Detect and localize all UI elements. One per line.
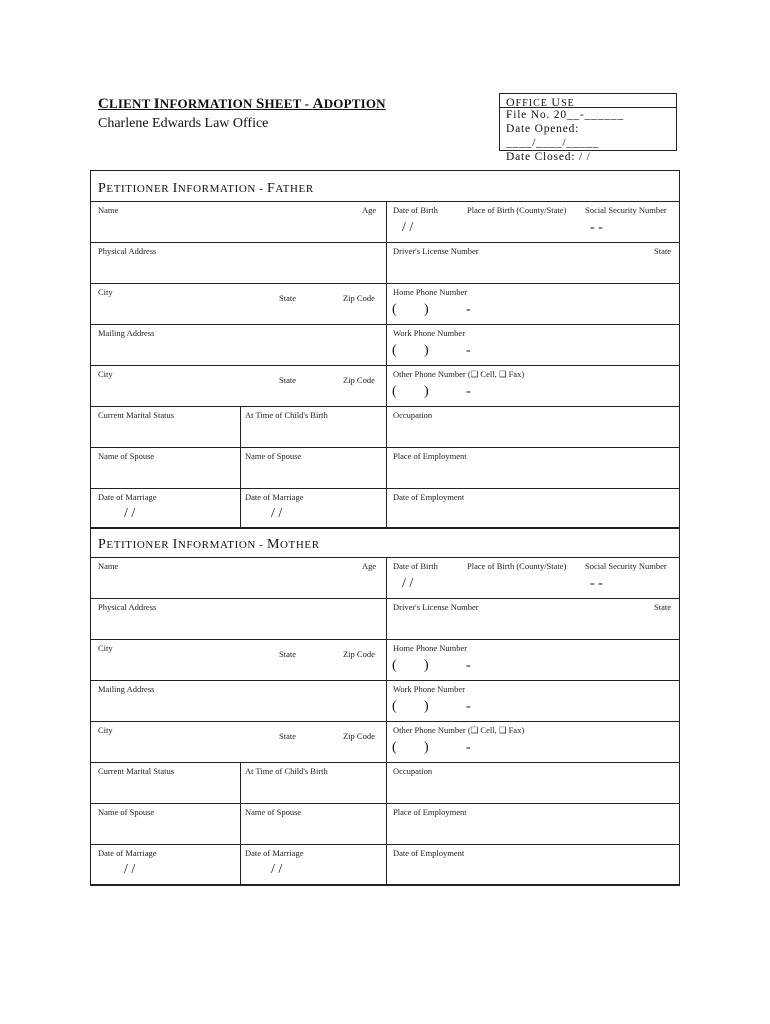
father-work-phone-field[interactable] [388,338,678,363]
father-other-phone-paren-open: ( [392,384,397,399]
father-zip-code-label: Zip Code [343,293,375,303]
document-title: CLIENT INFORMATION SHEET - ADOPTION [98,96,386,112]
father-work-phone-dash: - [466,343,471,358]
mother-place-of-birth-label: Place of Birth (County/State) [467,561,567,571]
mother-row-line [90,680,680,681]
mother-occupation-field[interactable] [388,776,678,801]
father-other-phone-label: Other Phone Number (❏ Cell, ❏ Fax) [393,369,525,379]
office-use-heading: OFFICE USE [500,94,676,108]
mother-home-phone-paren-open: ( [392,658,397,673]
mother-ssn-dashes: - - [590,576,603,591]
father-birth-ssn-field[interactable] [388,215,678,240]
father-home-phone-paren-open: ( [392,302,397,317]
mother-name-of-spouse-label: Name of Spouse [98,807,155,817]
mother-zip-code-label: Zip Code [343,649,375,659]
mother-other-phone-field[interactable] [388,735,678,760]
father-mailing-city-label: City [98,369,113,379]
mother-work-phone-field[interactable] [388,694,678,719]
mother-home-phone-field[interactable] [388,653,678,678]
father-other-phone-field[interactable] [388,379,678,404]
father-row-line [90,488,680,489]
mother-other-phone-paren-close: ) [424,740,429,755]
father-column-line [240,406,241,528]
father-mailing-address-field[interactable] [92,338,384,363]
father-row-line [90,324,680,325]
father-place-of-employment-field[interactable] [388,461,678,486]
father-work-phone-paren-open: ( [392,343,397,358]
mother-name-label: Name [98,561,119,571]
mother-section-title: PETITIONER INFORMATION - MOTHER [98,537,320,552]
mother-date-of-marriage-field[interactable] [92,858,238,883]
father-drivers-license-label: Driver's License Number [393,246,479,256]
father-mailing-zip-code-label: Zip Code [343,375,375,385]
father-current-marital-status-field[interactable] [92,420,238,445]
father-mailing-state-label: State [279,375,296,385]
father-date-of-marriage-2-label: Date of Marriage [245,492,304,502]
file-number-field[interactable]: File No. 20__-______ [506,109,624,121]
mother-mailing-city-label: City [98,725,113,735]
father-section-title: PETITIONER INFORMATION - FATHER [98,181,314,196]
mother-row-line [90,762,680,763]
mother-mailing-address-label: Mailing Address [98,684,155,694]
father-home-phone-paren-close: ) [424,302,429,317]
father-at-time-of-birth-label: At Time of Child's Birth [245,410,328,420]
father-row-line [90,201,680,202]
mother-at-time-of-birth-label: At Time of Child's Birth [245,766,328,776]
mother-marital-status-at-birth-field[interactable] [242,776,384,801]
mother-row-line [90,884,680,885]
father-row-line [90,447,680,448]
father-row-line [90,406,680,407]
father-work-phone-label: Work Phone Number [393,328,466,338]
father-mailing-city-field[interactable] [92,385,384,404]
mother-date-of-employment-label: Date of Employment [393,848,465,858]
mother-current-marital-status-field[interactable] [92,776,238,801]
mother-date-of-birth-label: Date of Birth [393,561,438,571]
law-office-name: Charlene Edwards Law Office [98,116,269,131]
mother-drivers-license-label: Driver's License Number [393,602,479,612]
mother-city-label: City [98,643,113,653]
father-place-of-birth-label: Place of Birth (County/State) [467,205,567,215]
father-name-of-spouse-field[interactable] [92,461,238,486]
father-name-of-spouse-2-label: Name of Spouse [245,451,302,461]
father-date-of-marriage-label: Date of Marriage [98,492,157,502]
father-physical-address-label: Physical Address [98,246,157,256]
father-other-phone-dash: - [466,384,471,399]
father-other-phone-paren-close: ) [424,384,429,399]
mother-mailing-zip-code-label: Zip Code [343,731,375,741]
mother-occupation-label: Occupation [393,766,433,776]
father-date-of-employment-label: Date of Employment [393,492,465,502]
mother-work-phone-dash: - [466,699,471,714]
mother-mailing-state-label: State [279,731,296,741]
father-current-marital-status-label: Current Marital Status [98,410,175,420]
mother-row-line [90,639,680,640]
father-mailing-address-label: Mailing Address [98,328,155,338]
mother-marriage-date-slashes: / / [124,862,136,877]
father-name-of-spouse-label: Name of Spouse [98,451,155,461]
father-place-of-employment-label: Place of Employment [393,451,467,461]
mother-city-field[interactable] [92,659,384,678]
father-date-of-marriage-field[interactable] [92,502,238,527]
mother-physical-address-field[interactable] [92,612,384,637]
father-ssn-dashes: - - [590,220,603,235]
father-date-of-employment-field[interactable] [388,502,678,527]
mother-current-marital-status-label: Current Marital Status [98,766,175,776]
mother-place-of-employment-field[interactable] [388,817,678,842]
mother-row-line [90,598,680,599]
father-name-label: Name [98,205,119,215]
mother-other-phone-label: Other Phone Number (❏ Cell, ❏ Fax) [393,725,525,735]
mother-column-line [240,762,241,884]
mother-row-line [90,557,680,558]
mother-date-of-marriage-label: Date of Marriage [98,848,157,858]
mother-home-phone-label: Home Phone Number [393,643,468,653]
mother-place-of-employment-label: Place of Employment [393,807,467,817]
father-physical-address-field[interactable] [92,256,384,281]
mother-date-of-employment-field[interactable] [388,858,678,883]
mother-row-line [90,721,680,722]
mother-home-phone-dash: - [466,658,471,673]
father-city-label: City [98,287,113,297]
father-row-line [90,365,680,366]
mother-work-phone-paren-close: ) [424,699,429,714]
father-home-phone-dash: - [466,302,471,317]
mother-age-label: Age [362,561,377,571]
father-date-of-marriage-2-field[interactable] [242,502,384,527]
mother-state-label: State [279,649,296,659]
father-row-line [90,242,680,243]
mother-marriage-date-2-slashes: / / [271,862,283,877]
mother-home-phone-paren-close: ) [424,658,429,673]
father-name-of-spouse-2-field[interactable] [242,461,384,486]
father-drivers-license-field[interactable] [388,256,678,281]
mother-other-phone-paren-open: ( [392,740,397,755]
father-marriage-date-slashes: / / [124,506,136,521]
father-marriage-date-2-slashes: / / [271,506,283,521]
mother-mailing-city-field[interactable] [92,741,384,760]
father-occupation-field[interactable] [388,420,678,445]
mother-date-of-marriage-2-field[interactable] [242,858,384,883]
father-city-field[interactable] [92,303,384,322]
father-column-line [386,201,387,528]
father-state-label: State [279,293,296,303]
father-row-line [90,283,680,284]
mother-drivers-license-field[interactable] [388,612,678,637]
date-opened-field[interactable]: Date Opened: ____/____/_____ [506,123,600,149]
mother-dl-state-label: State [654,602,671,612]
father-age-label: Age [362,205,377,215]
mother-date-of-marriage-2-label: Date of Marriage [245,848,304,858]
mother-other-phone-dash: - [466,740,471,755]
father-occupation-label: Occupation [393,410,433,420]
office-use-box [499,93,677,163]
mother-ssn-label: Social Security Number [585,561,667,571]
mother-birth-ssn-field[interactable] [388,571,678,596]
father-dob-slashes: / / [402,220,414,235]
mother-work-phone-paren-open: ( [392,699,397,714]
father-home-phone-label: Home Phone Number [393,287,468,297]
mother-name-of-spouse-2-field[interactable] [242,817,384,842]
father-ssn-label: Social Security Number [585,205,667,215]
mother-row-line [90,844,680,845]
mother-mailing-address-field[interactable] [92,694,384,719]
father-date-of-birth-label: Date of Birth [393,205,438,215]
mother-name-of-spouse-field[interactable] [92,817,238,842]
mother-name-field[interactable] [92,571,384,596]
father-name-field[interactable] [92,215,384,240]
father-marital-status-at-birth-field[interactable] [242,420,384,445]
father-work-phone-paren-close: ) [424,343,429,358]
mother-name-of-spouse-2-label: Name of Spouse [245,807,302,817]
mother-column-line [386,557,387,884]
mother-dob-slashes: / / [402,576,414,591]
mother-work-phone-label: Work Phone Number [393,684,466,694]
mother-physical-address-label: Physical Address [98,602,157,612]
father-dl-state-label: State [654,246,671,256]
date-closed-field[interactable]: Date Closed: / / [506,151,591,163]
father-home-phone-field[interactable] [388,297,678,322]
mother-row-line [90,803,680,804]
